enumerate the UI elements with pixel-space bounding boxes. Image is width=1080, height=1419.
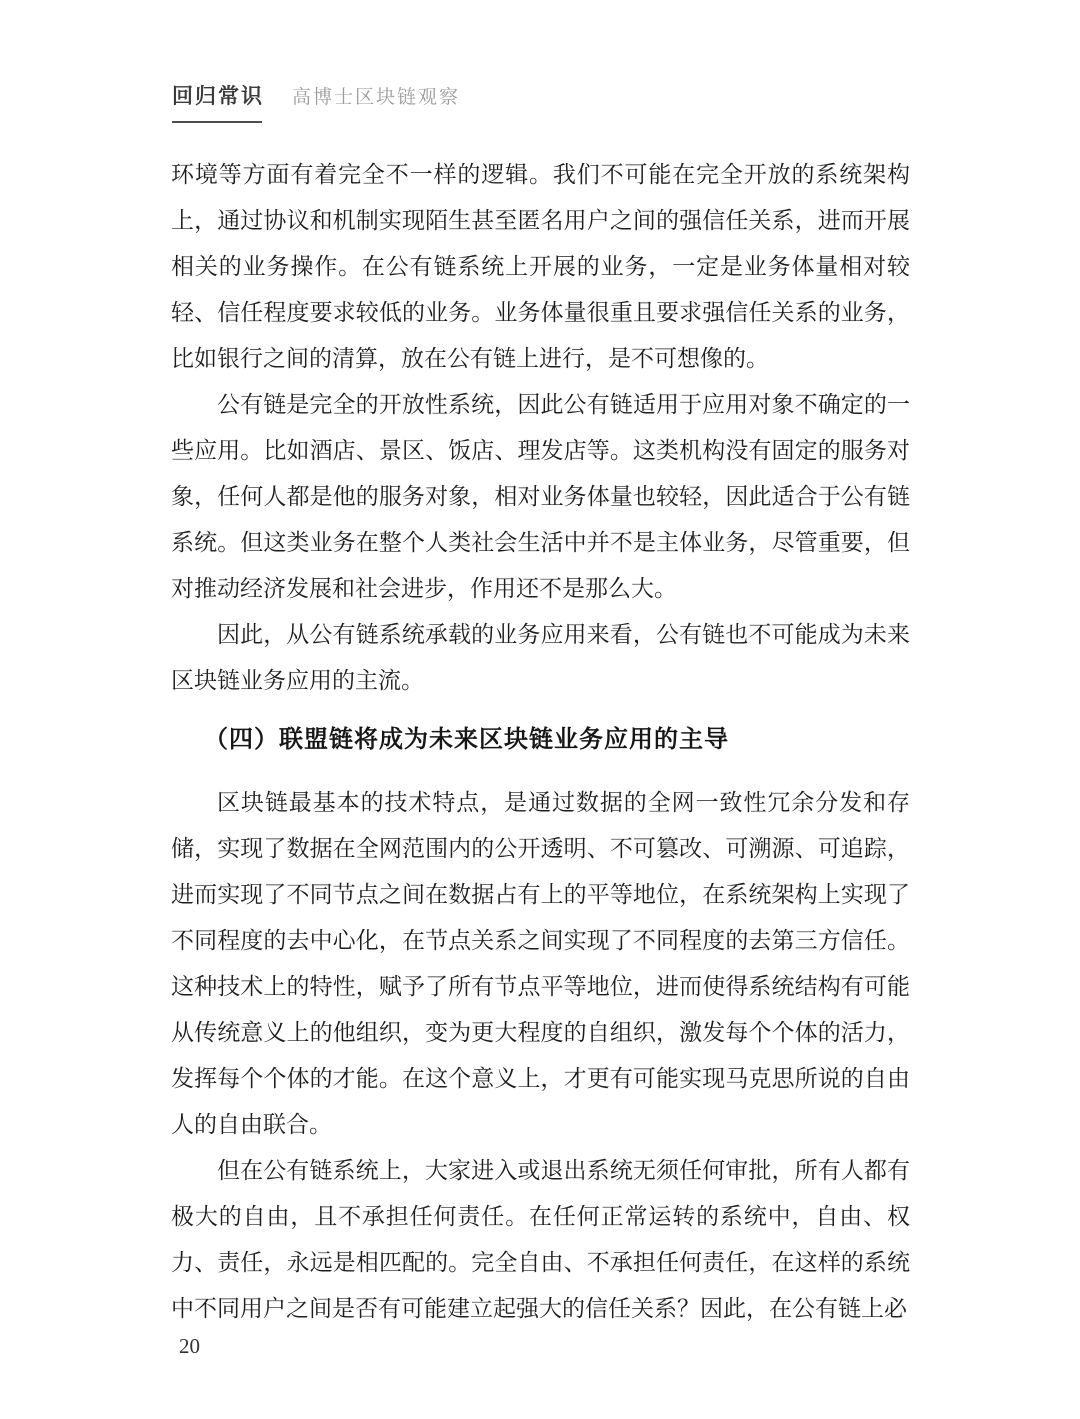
body-paragraph: 但在公有链系统上，大家进入或退出系统无须任何审批，所有人都有极大的自由，且不承担任何责任。在任何正常运转的系统中，自由、权力、责任，永远是相匹配的。完全自由、不承担任何责任，在这样的系统中不同用户之间是否有可能建立起强大的信任关系？因此，在公有链上必 [171, 1158, 910, 1321]
body-paragraph: 区块链最基本的技术特点，是通过数据的全网一致性冗余分发和存储，实现了数据在全网范围内的公开透明、不可篡改、可溯源、可追踪，进而实现了不同节点之间在数据占有上的平等地位，在系统架构上实现了不同程度的去中心化，在节点关系之间实现了不同程度的去第三方信任。这种技术上的特性，赋予了所有节点平等地位，进而使得系统结构有可能从传统意义上的他组织，变为更大程度的自组织，激发每个个体的活力，发挥每个个体的才能。在这个意义上，才更有可能实现马克思所说的自由人的自由联合。 [171, 790, 910, 1137]
page-footer [179, 1334, 200, 1359]
body-paragraph: 公有链是完全的开放性系统，因此公有链适用于应用对象不确定的一些应用。比如酒店、景区、饭店、理发店等。这类机构没有固定的服务对象，任何人都是他的服务对象，相对业务体量也较轻，因此适合于公有链系统。但这类业务在整个人类社会生活中并不是主体业务，尽管重要，但对推动经济发展和社会进步，作用还不是那么大。 [171, 392, 910, 601]
series-title: 高博士区块链观察 [292, 87, 461, 108]
body-paragraph: 因此，从公有链系统承载的业务应用来看，公有链也不可能成为未来区块链业务应用的主流。 [171, 622, 910, 693]
page-header [172, 80, 460, 123]
page-body [171, 152, 910, 1332]
page-number: 20 [179, 1334, 200, 1358]
running-head [172, 80, 460, 110]
section-heading: （四）联盟链将成为未来区块链业务应用的主导 [204, 726, 729, 753]
body-paragraph: 环境等方面有着完全不一样的逻辑。我们不可能在完全开放的系统架构上，通过协议和机制实现陌生甚至匿名用户之间的强信任关系，进而开展相关的业务操作。在公有链系统上开展的业务，一定是业务体量相对较轻、信任程度要求较低的业务。业务体量很重且要求强信任关系的业务，比如银行之间的清算，放在公有链上进行，是不可想像的。 [171, 162, 910, 371]
book-title: 回归常识 [172, 85, 264, 108]
header-underline-divider [172, 121, 262, 123]
